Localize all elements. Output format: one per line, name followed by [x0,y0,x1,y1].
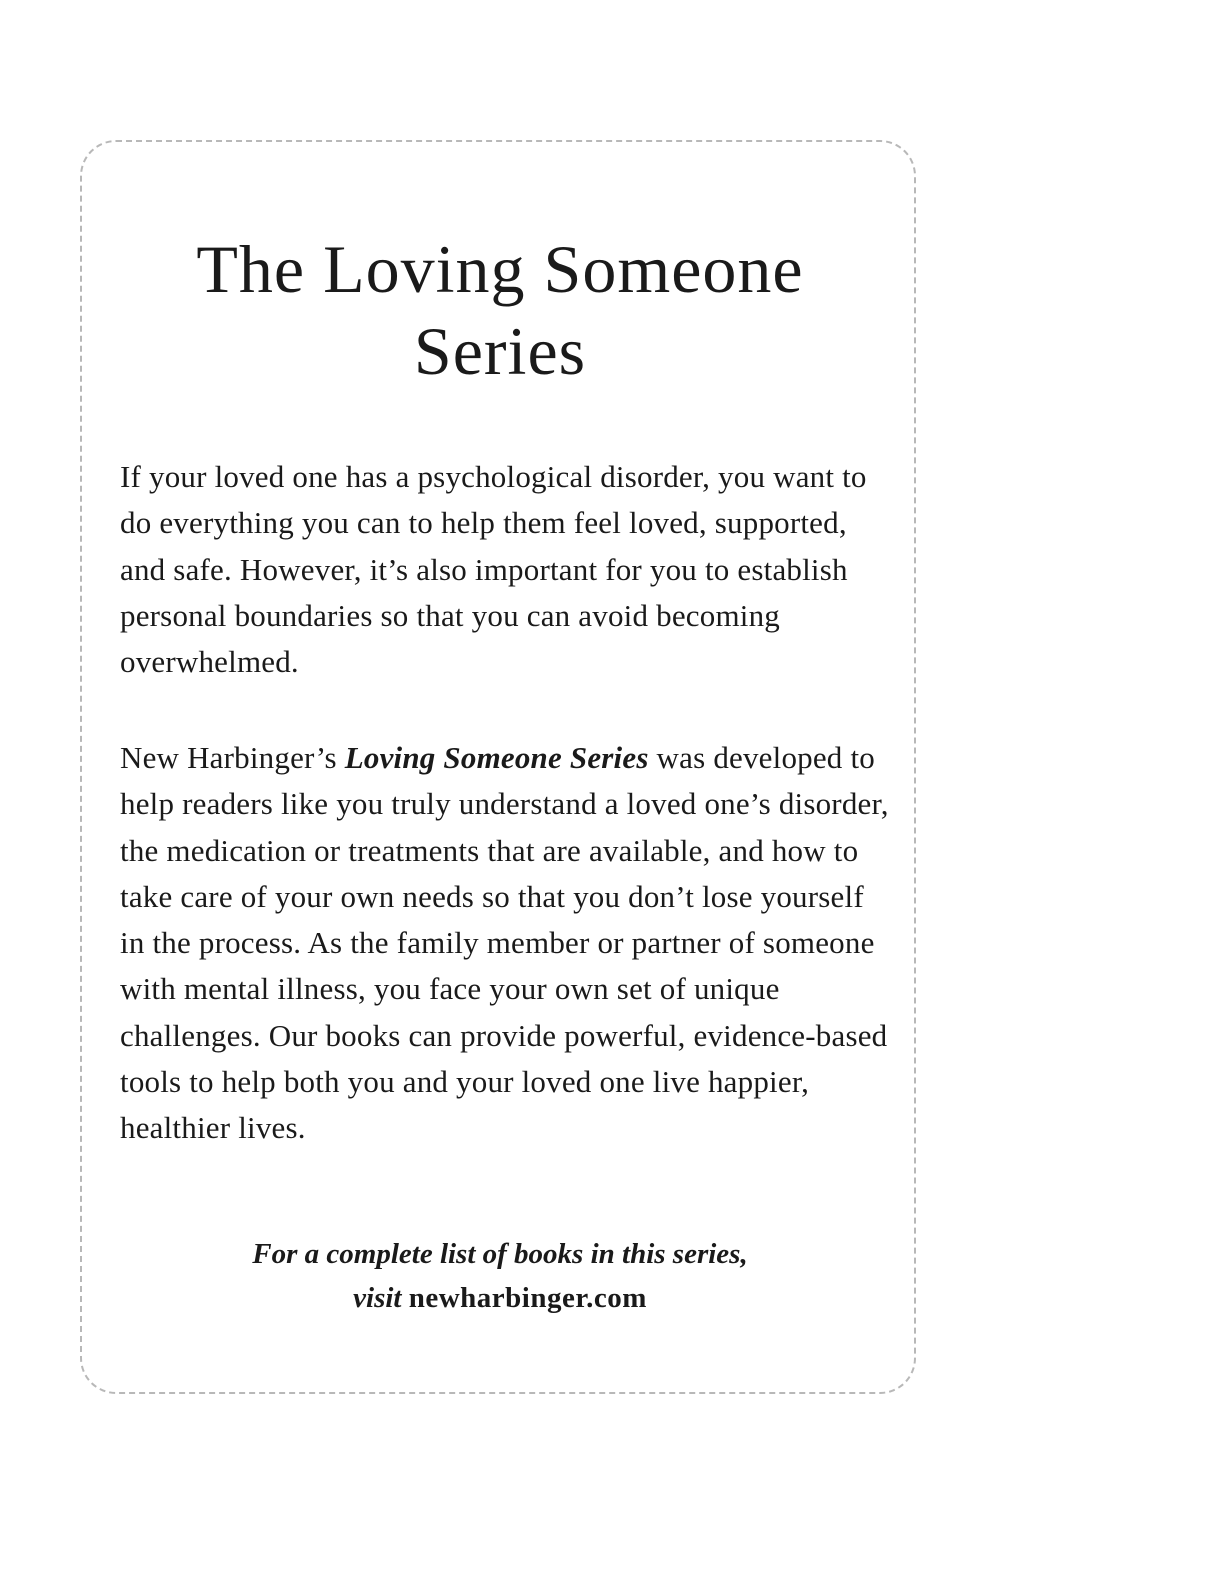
intro-paragraph: If your loved one has a psychological disorder, you want to do everything you can to help them feel loved, supported, and safe. However, it’s also important for you to establish personal boundaries so that you can avoid becoming overwhelmed. [120,459,867,680]
title-line-1: The Loving Someone [196,231,804,307]
title-line-2: Series [413,313,587,389]
footer-visit: visit [353,1282,402,1314]
series-description-paragraph [120,735,890,1152]
footer-line-1: For a complete list of books in this series, [252,1238,748,1270]
paragraph2-lead: New Harbinger’s [120,740,345,775]
series-name-emphasis: Loving Someone Series [344,740,649,775]
website-link[interactable]: newharbinger.com [408,1282,647,1314]
series-card [80,140,916,1394]
series-title [82,228,918,392]
footer-note [82,1232,918,1320]
paragraph2-rest: was developed to help readers like you truly understand a loved one’s disorder, the medication or treatments that are available, and how to take care of your own needs so that you don’t lose yourself in the process. As the family member or partner of someone with mental illness, you face your own set of unique challenges. Our books can provide powerful, evidence-based tools to help both you and your loved one live happier, healthier lives. [120,740,889,1146]
